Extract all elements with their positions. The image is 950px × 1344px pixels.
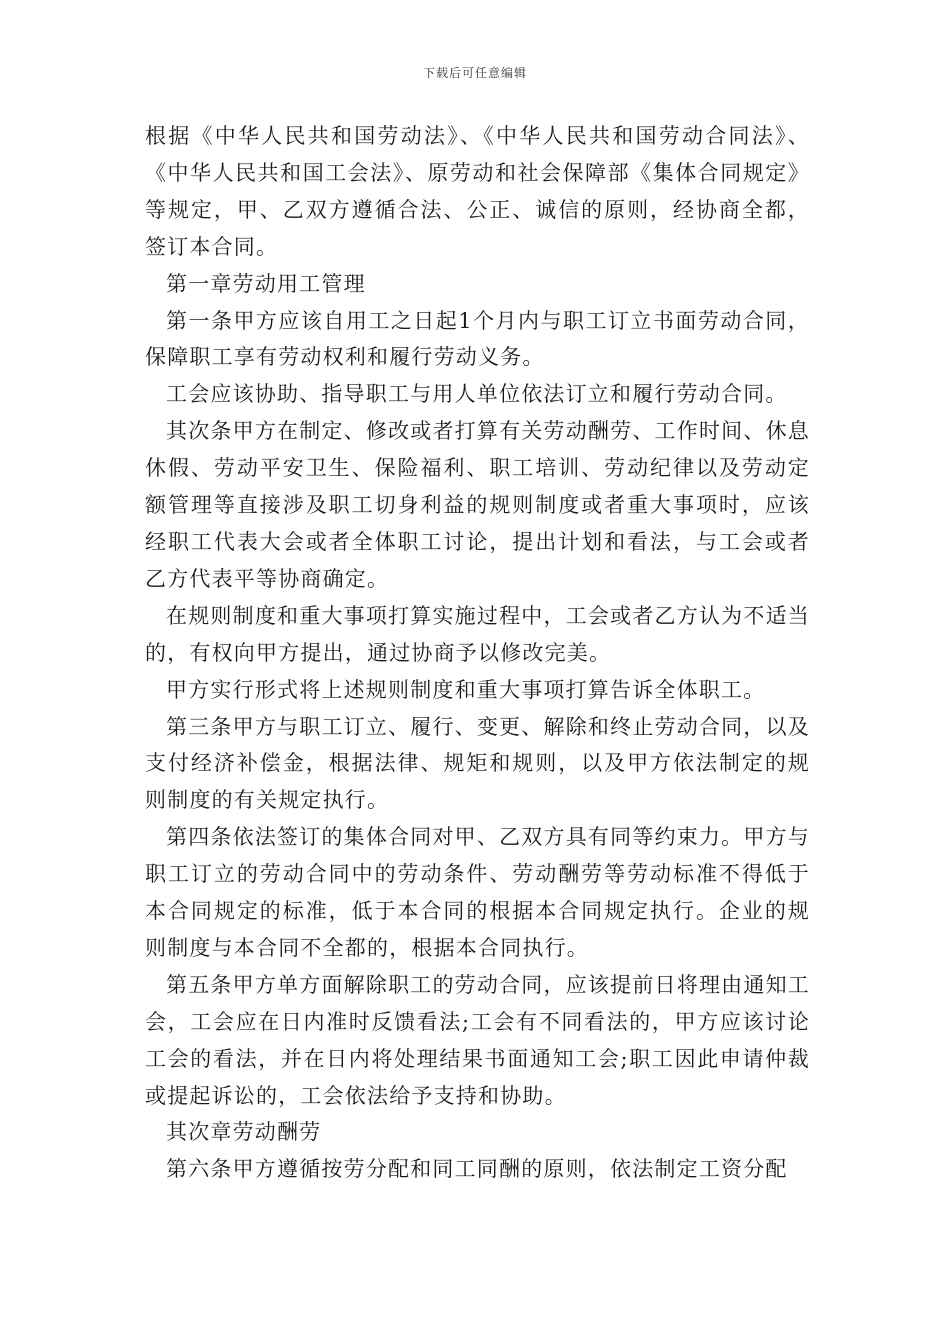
chapter-heading-1: 第一章劳动用工管理 (166, 271, 366, 296)
paragraph-article-4: 第四条依法签订的集体合同对甲、乙双方具有同等约束力。甲方与职工订立的劳动合同中的劳动条件、劳动酬劳等劳动标准不得低于本合同规定的标准，低于本合同的根据本合同规定执行。企业的规则制度与本合同不全都的，根据本合同执行。 (145, 825, 810, 960)
paragraph-article-1: 第一条甲方应该自用工之日起1个月内与职工订立书面劳动合同，保障职工享有劳动权利和履行劳动义务。 (145, 308, 810, 370)
paragraph-preamble: 根据《中华人民共和国劳动法》、《中华人民共和国劳动合同法》、《中华人民共和国工会法》、原劳动和社会保障部《集体合同规定》等规定，甲、乙双方遵循合法、公正、诚信的原则，经协商全都，签订本合同。 (145, 124, 810, 259)
chapter-heading-2: 其次章劳动酬劳 (166, 1120, 322, 1145)
paragraph-union-assist: 工会应该协助、指导职工与用人单位依法订立和履行劳动合同。 (166, 382, 788, 407)
paragraph-article-5: 第五条甲方单方面解除职工的劳动合同，应该提前日将理由通知工会，工会应在日内准时反馈看法;工会有不同看法的，甲方应该讨论工会的看法，并在日内将处理结果书面通知工会;职工因此申请仲裁或提起诉讼的，工会依法给予支持和协助。 (145, 972, 810, 1108)
paragraph-rules-revision: 在规则制度和重大事项打算实施过程中，工会或者乙方认为不适当的，有权向甲方提出，通过协商予以修改完美。 (145, 603, 810, 665)
paragraph-article-3: 第三条甲方与职工订立、履行、变更、解除和终止劳动合同，以及支付经济补偿金，根据法律、规矩和规则，以及甲方依法制定的规则制度的有关规定执行。 (145, 714, 810, 813)
page-header: 下载后可任意编辑 (422, 66, 527, 80)
paragraph-article-2: 其次条甲方在制定、修改或者打算有关劳动酬劳、工作时间、休息休假、劳动平安卫生、保险福利、职工培训、劳动纪律以及劳动定额管理等直接涉及职工切身利益的规则制度或者重大事项时，应该经职工代表大会或者全体职工讨论，提出计划和看法，与工会或者乙方代表平等协商确定。 (145, 419, 810, 591)
paragraph-article-6: 第六条甲方遵循按劳分配和同工同酬的原则，依法制定工资分配 (166, 1157, 788, 1182)
paragraph-rules-notice: 甲方实行形式将上述规则制度和重大事项打算告诉全体职工。 (166, 677, 766, 702)
document-body (145, 118, 810, 1188)
